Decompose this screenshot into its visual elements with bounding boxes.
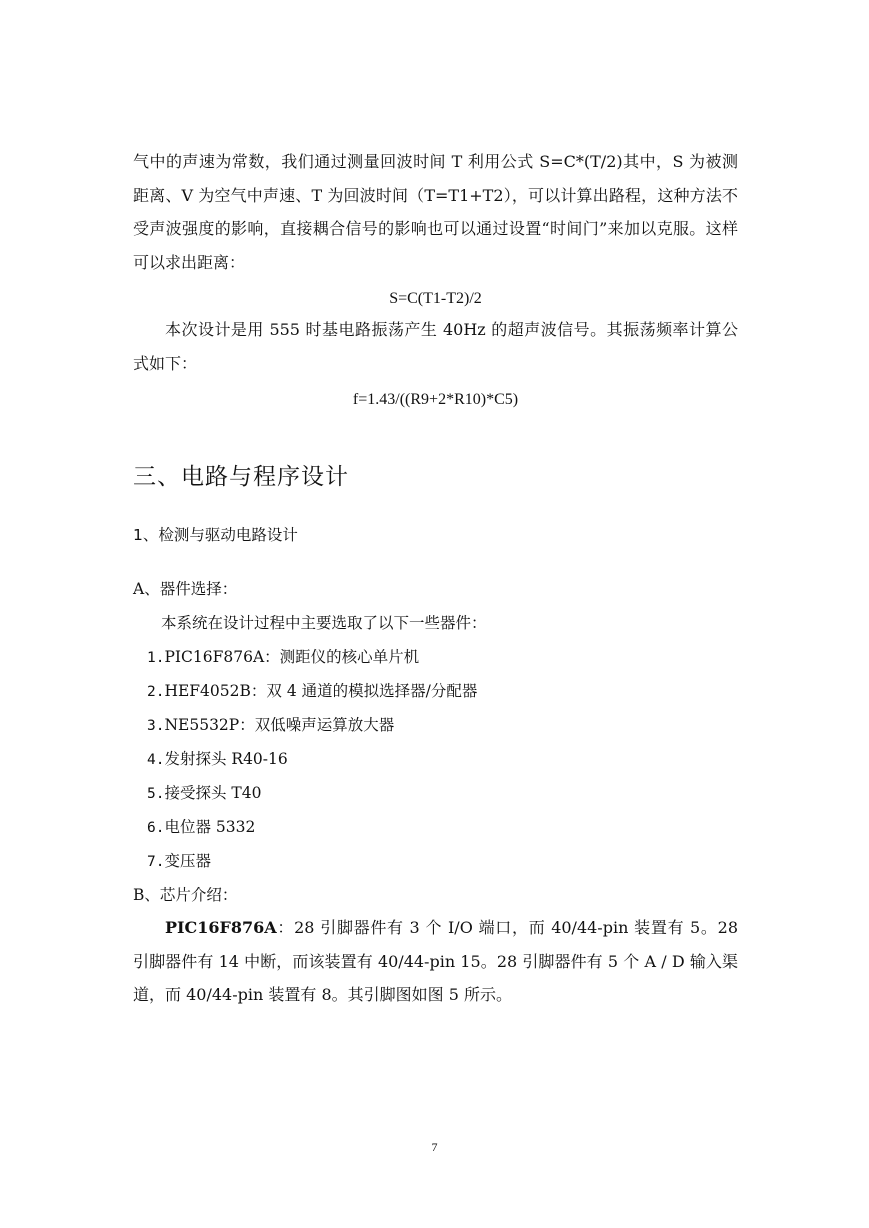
list-item: 1.PIC16F876A：测距仪的核心单片机 (147, 648, 420, 666)
list-item: 4.发射探头 R40-16 (147, 750, 288, 768)
list-item: 6.电位器 5332 (147, 818, 256, 836)
part-b-label: B、芯片介绍： (133, 886, 238, 904)
list-item: 2.HEF4052B：双 4 通道的模拟选择器/分配器 (147, 682, 478, 700)
list-item: 5.接受探头 T40 (147, 784, 262, 802)
list-item: 3.NE5532P：双低噪声运算放大器 (147, 716, 395, 734)
chip-name: PIC16F876A (165, 918, 277, 937)
part-a-label: A、器件选择： (133, 580, 238, 598)
chip-description: ：28 引脚器件有 3 个 I/O 端口，而 40/44-pin 装置有 5。28 引脚器件有 14 中断，而该装置有 40/44-pin 15。28 引脚器件有 5 个 A / D 输入渠道，而 40/44-pin 装置有 8。其引脚图如图 5 所示。 (133, 918, 738, 1004)
part-a-intro: 本系统在设计过程中主要选取了以下一些器件： (161, 614, 487, 632)
page-number: 7 (431, 1140, 438, 1154)
section-heading: 三、电路与程序设计 (133, 464, 349, 490)
formula-distance: S=C(T1-T2)/2 (389, 290, 482, 307)
paragraph-sound-speed: 气中的声速为常数，我们通过测量回波时间 T 利用公式 S=C*(T/2)其中，S 为被测距离、V 为空气中声速、T 为回波时间（T=T1+T2），可以计算出路程，这种方法不受声波强度的影响，直接耦合信号的影响也可以通过设置“时间门”来加以克服。这样可以求出距离： (133, 152, 738, 272)
subsection-heading: 1、检测与驱动电路设计 (133, 526, 298, 544)
paragraph-555-timer: 本次设计是用 555 时基电路振荡产生 40Hz 的超声波信号。其振荡频率计算公式如下： (133, 320, 738, 373)
list-item: 7.变压器 (147, 852, 211, 870)
paragraph-chip-intro (133, 911, 738, 1012)
formula-frequency: f=1.43/((R9+2*R10)*C5) (352, 391, 519, 408)
